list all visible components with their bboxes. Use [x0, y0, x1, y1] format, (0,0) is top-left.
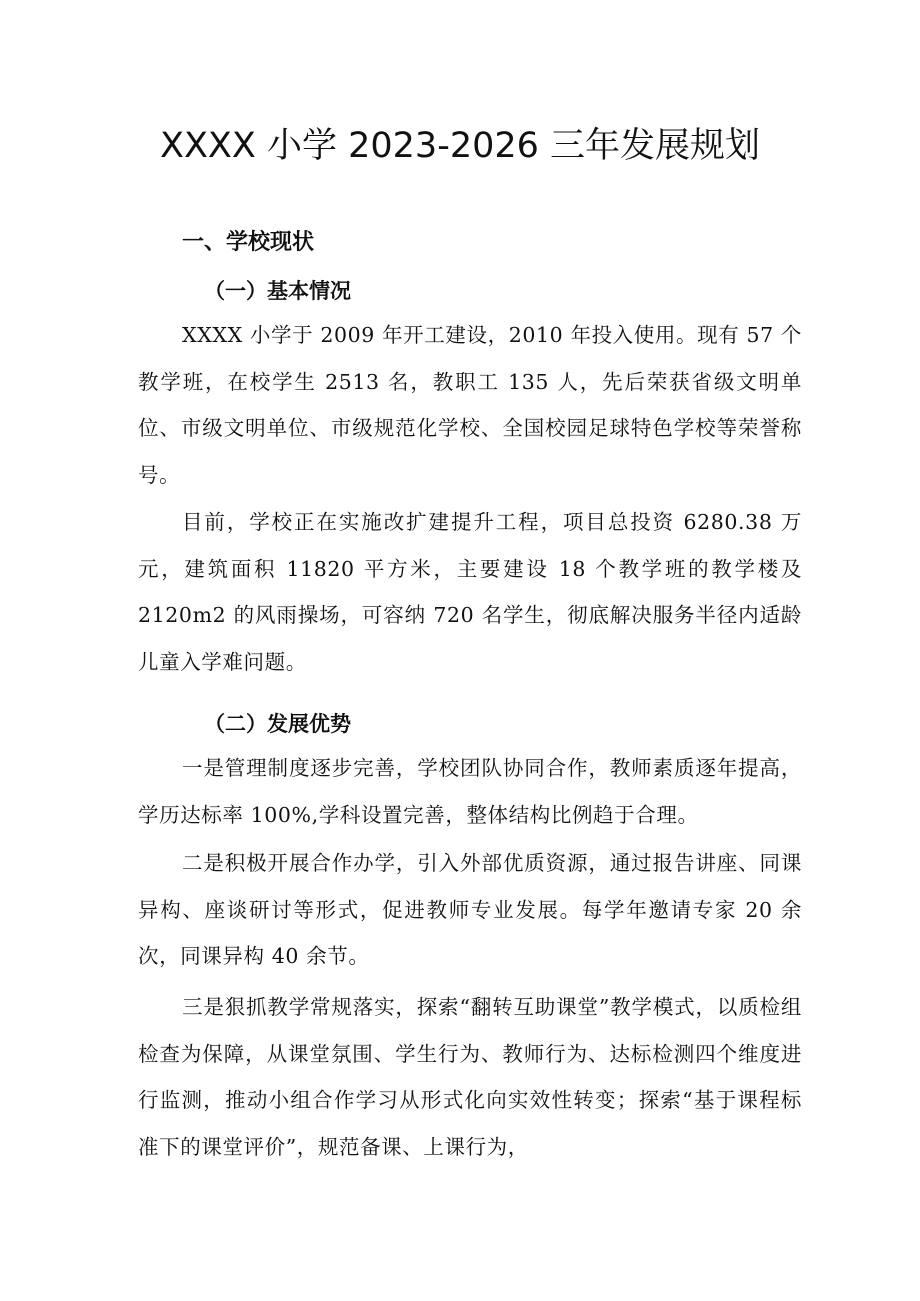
paragraph-renovation-project: 目前，学校正在实施改扩建提升工程，项目总投资 6280.38 万元，建筑面积 11820 平方米，主要建设 18 个教学班的教学楼及 2120m2 的风雨操场，可容纳 720 名学生，彻底解决服务半径内适龄儿童入学难问题。 — [138, 510, 802, 674]
paragraph-advantage-cooperation: 二是积极开展合作办学，引入外部优质资源，通过报告讲座、同课异构、座谈研讨等形式，促进教师专业发展。每学年邀请专家 20 余次，同课异构 40 余节。 — [138, 851, 802, 968]
subsection-heading-basic-info: （一）基本情况 — [204, 279, 351, 303]
paragraph-advantage-teaching: 三是狠抓教学常规落实，探索“翻转互助课堂”教学模式，以质检组检查为保障，从课堂氛围、学生行为、教师行为、达标检测四个维度进行监测，推动小组合作学习从形式化向实效性转变；探索“基于课程标准下的课堂评价”，规范备课、上课行为， — [138, 995, 802, 1159]
paragraph-basic-info: XXXX 小学于 2009 年开工建设，2010 年投入使用。现有 57 个教学班，在校学生 2513 名，教职工 135 人，先后荣获省级文明单位、市级文明单位、市级规范化学校、全国校园足球特色学校等荣誉称号。 — [138, 323, 802, 487]
section-heading-school-status: 一、学校现状 — [182, 230, 315, 255]
subsection-heading-advantages: （二）发展优势 — [204, 712, 351, 736]
document-title: XXXX 小学 2023-2026 三年发展规划 — [159, 126, 761, 166]
paragraph-advantage-management: 一是管理制度逐步完善，学校团队协同合作，教师素质逐年提高，学历达标率 100%,学科设置完善，整体结构比例趋于合理。 — [138, 756, 802, 827]
